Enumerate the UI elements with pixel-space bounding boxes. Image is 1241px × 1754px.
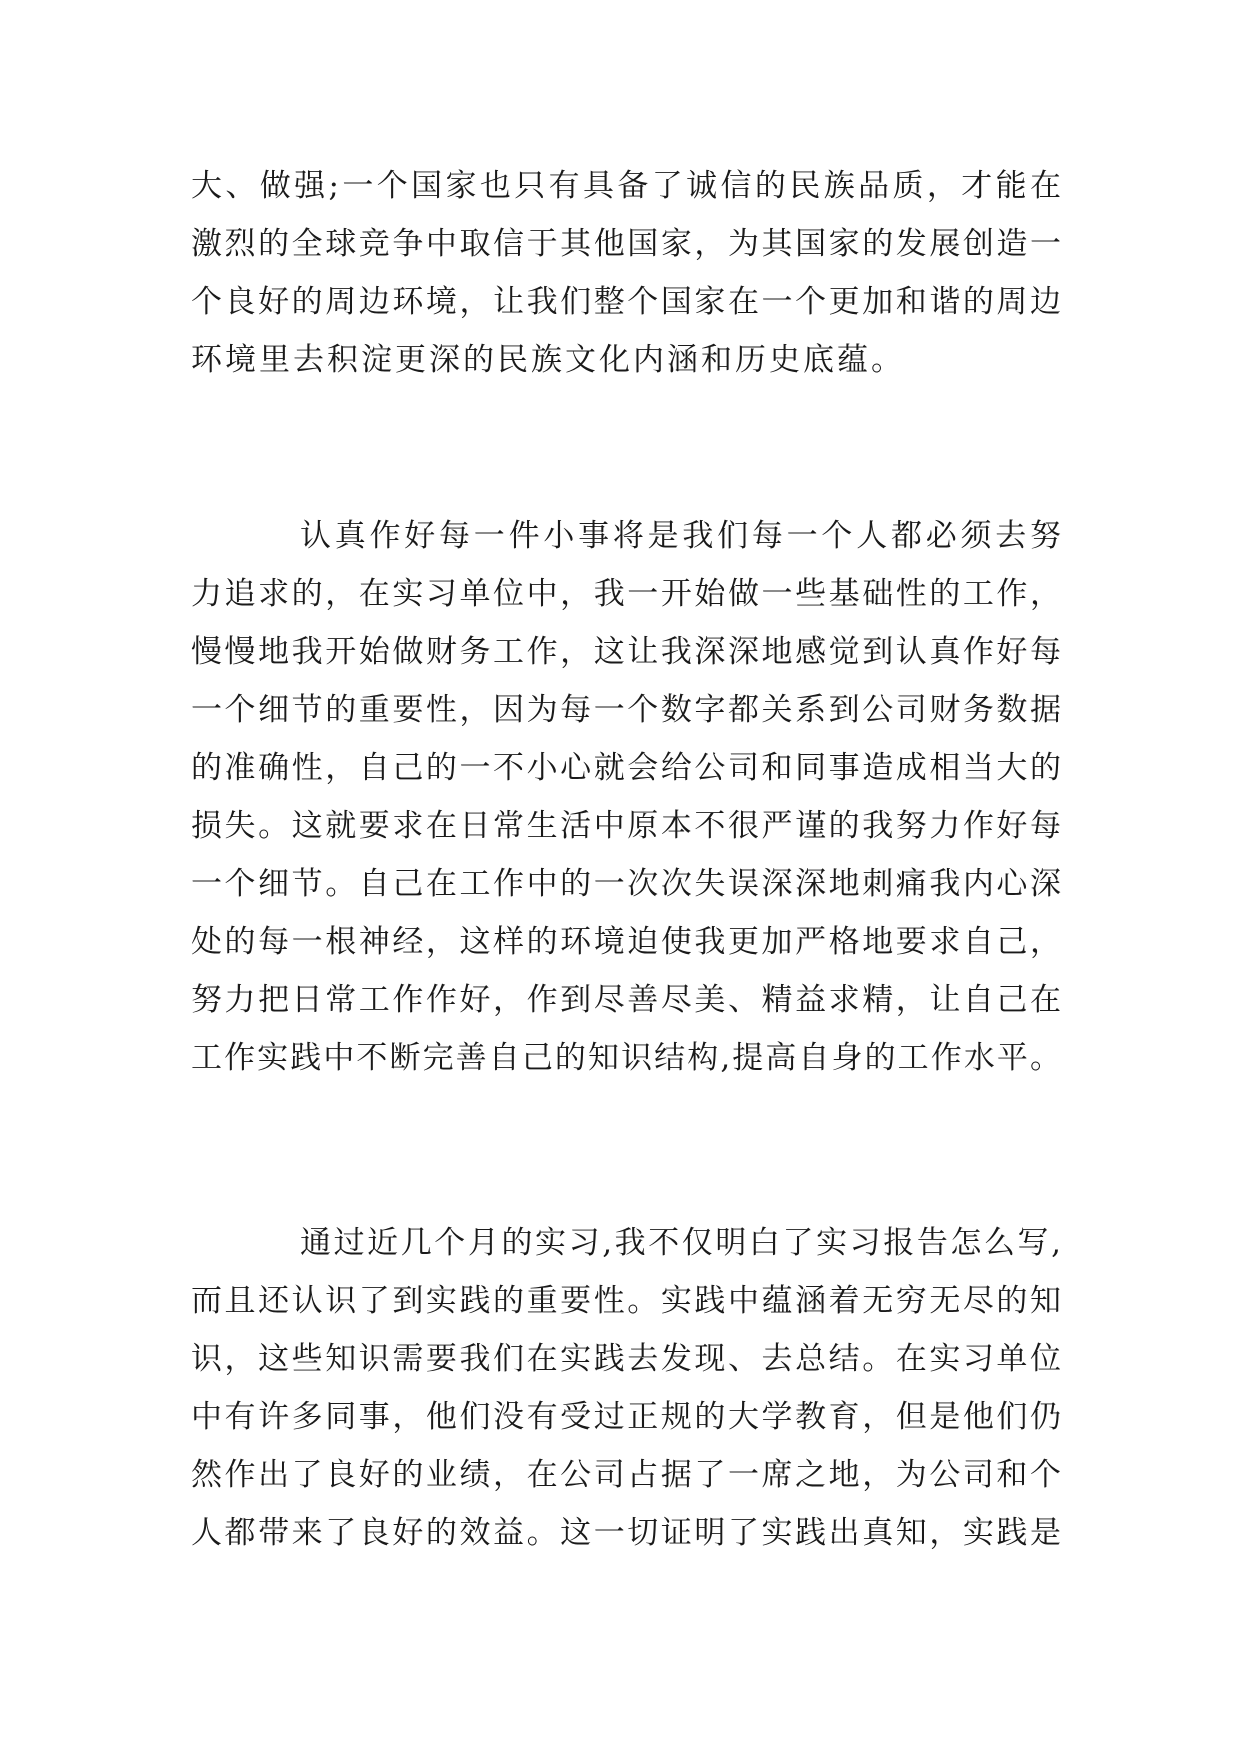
- text-line: 一个细节的重要性，因为每一个数字都关系到公司财务数据: [191, 692, 1061, 728]
- paragraph-details: [191, 507, 1061, 1087]
- text-line: 认真作好每一件小事将是我们每一个人都必须去努: [300, 518, 1061, 554]
- text-line: 而且还认识了到实践的重要性。实践中蕴涵着无穷无尽的知: [191, 1283, 1061, 1319]
- text-line: 激烈的全球竞争中取信于其他国家，为其国家的发展创造一: [191, 226, 1061, 262]
- paragraph-integrity: [191, 157, 1061, 389]
- text-line: 识，这些知识需要我们在实践去发现、去总结。在实习单位: [191, 1341, 1061, 1377]
- text-line: 的准确性，自己的一不小心就会给公司和同事造成相当大的: [191, 750, 1061, 786]
- text-line: 一个细节。自己在工作中的一次次失误深深地刺痛我内心深: [191, 866, 1061, 902]
- text-line: 中有许多同事，他们没有受过正规的大学教育，但是他们仍: [191, 1399, 1061, 1435]
- text-line: 损失。这就要求在日常生活中原本不很严谨的我努力作好每: [191, 808, 1061, 844]
- text-line: 工作实践中不断完善自己的知识结构,提高自身的工作水平。: [191, 1040, 1061, 1076]
- text-line: 力追求的，在实习单位中，我一开始做一些基础性的工作，: [191, 576, 1061, 612]
- text-line: 然作出了良好的业绩，在公司占据了一席之地，为公司和个: [191, 1457, 1061, 1493]
- text-line: 努力把日常工作作好，作到尽善尽美、精益求精，让自己在: [191, 982, 1061, 1018]
- text-line: 处的每一根神经，这样的环境迫使我更加严格地要求自己，: [191, 924, 1061, 960]
- text-line: 通过近几个月的实习,我不仅明白了实习报告怎么写,: [300, 1225, 1061, 1261]
- text-line: 环境里去积淀更深的民族文化内涵和历史底蕴。: [191, 342, 905, 378]
- paragraph-practice: [191, 1214, 1061, 1562]
- text-line: 慢慢地我开始做财务工作，这让我深深地感觉到认真作好每: [191, 634, 1061, 670]
- text-line: 人都带来了良好的效益。这一切证明了实践出真知，实践是: [191, 1515, 1061, 1551]
- text-line: 个良好的周边环境，让我们整个国家在一个更加和谐的周边: [191, 284, 1061, 320]
- text-line: 大、做强;一个国家也只有具备了诚信的民族品质，才能在: [191, 168, 1061, 204]
